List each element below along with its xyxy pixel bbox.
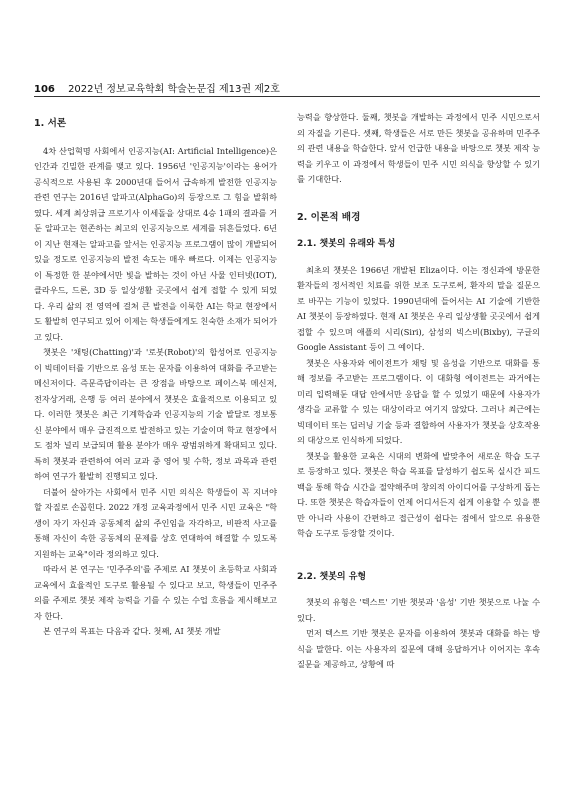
paragraph: 본 연구의 목표는 다음과 같다. 첫째, AI 챗봇 개발 bbox=[43, 626, 221, 636]
running-header bbox=[34, 80, 540, 95]
section-title-background: 2. 이론적 배경 bbox=[297, 211, 361, 223]
paragraph: 챗봇을 활용한 교육은 시대의 변화에 발맞추어 새로운 학습 도구로 등장하고 있다. 챗봇은 학습 목표를 달성하기 쉽도록 실시간 피드백을 통해 학습 시간을 절약해주며 창의적 아이디어를 구상하게 돕는다. 또한 챗봇은 학습자들이 언제 어디서든지 쉽게 이용할 수 있을 뿐만 아니라 사용이 간편하고 접근성이 쉽다는 점에서 앞으로 유용한 학습 도구로 등장할 것이다. bbox=[297, 450, 540, 538]
page-number: 106 bbox=[34, 84, 55, 95]
journal-title: 2022년 정보교육학회 학술논문집 제13권 제2호 bbox=[68, 84, 280, 95]
subsection-title-types: 2.2. 챗봇의 유형 bbox=[297, 571, 367, 582]
paragraph: 따라서 본 연구는 '민주주의'를 주제로 AI 챗봇이 초등학교 사회과 교육에서 효율적인 도구로 활용될 수 있다고 보고, 학생들이 민주주의를 주제로 챗봇 제작 능력을 기를 수 있는 수업 흐름을 제시해보고자 한다. bbox=[34, 564, 277, 621]
paragraph: 챗봇은 사용자와 에이전트가 채팅 및 음성을 기반으로 대화를 통해 정보를 주고받는 프로그램이다. 이 대화형 에이전트는 과거에는 미리 입력해둔 대답 안에서만 응답을 할 수 있었기 때문에 사용자가 생각을 교류할 수 있는 대상이라고 여기지 않았다. 그러나 최근에는 빅데이터 또는 딥러닝 기술 등과 결합하여 사용자가 챗봇을 상호작용의 대상으로 인식하게 되었다. bbox=[297, 357, 540, 445]
paragraph: 먼저 텍스트 기반 챗봇은 문자를 이용하여 챗봇과 대화를 하는 방식을 말한다. 이는 사용자의 질문에 대해 응답하거나 이어지는 후속 질문을 제공하고, 상황에 따 bbox=[297, 628, 540, 669]
paragraph: 최초의 챗봇은 1966년 개발된 Eliza이다. 이는 정신과에 방문한 환자들의 정서적인 치료를 위한 보조 도구로써, 환자의 말을 질문으로 바꾸는 기능이 있었다. 1990년대에 들어서는 AI 기술에 기반한 AI 챗봇이 등장하였다. 현재 AI 챗봇은 우리 일상생활 곳곳에서 쉽게 접할 수 있으며 애플의 시리(Siri), 삼성의 빅스비(Bixby), 구글의 Google Assistant 등이 그 예이다. bbox=[297, 264, 540, 352]
paragraph: 더불어 살아가는 사회에서 민주 시민 의식은 학생들이 꼭 지녀야 할 자질로 손꼽힌다. 2022 개정 교육과정에서 민주 시민 교육은 "학생이 자기 자신과 공동체적 삶의 주인임을 자각하고, 비판적 사고를 통해 자신이 속한 공동체의 문제를 상호 연대하여 해결할 수 있도록 지원하는 교육"이라 정의하고 있다. bbox=[34, 486, 277, 559]
section-title-introduction: 1. 서론 bbox=[34, 118, 67, 129]
header-rule bbox=[34, 96, 540, 97]
subsection-title-origin: 2.1. 챗봇의 유래와 특성 bbox=[297, 239, 396, 249]
right-column bbox=[297, 110, 540, 673]
paragraph: 챗봇의 유형은 '텍스트' 기반 챗봇과 '음성' 기반 챗봇으로 나눌 수 있다. bbox=[297, 597, 540, 623]
left-column bbox=[34, 110, 277, 640]
paragraph: 능력을 향상한다. 둘째, 챗봇을 개발하는 과정에서 민주 시민으로서의 자질을 기른다. 셋째, 학생들은 서로 만든 챗봇을 공유하며 민주주의 관련 내용을 학습한다. 앞서 언급한 내용을 바탕으로 챗봇 제작 능력을 키우고 이 과정에서 학생들이 민주 시민 의식을 향상할 수 있기를 기대한다. bbox=[297, 112, 540, 184]
paragraph: 4차 산업혁명 사회에서 인공지능(AI: Artificial Intelligence)은 인간과 긴밀한 관계를 맺고 있다. 1956년 '인공지능'이라는 용어가 공식적으로 사용된 후 2000년대 들어서 급속하게 발전한 인공지능 관련 연구는 2016년 알파고(AlphaGo)의 등장으로 그 힘을 발휘하였다. 세계 최상위급 프로기사 이세돌을 상대로 4승 1패의 결과를 거둔 알파고는 현존하는 최고의 인공지능으로 세계를 뒤흔들었다. 6년이 지난 현재는 알파고를 앞서는 인공지능 프로그램이 많이 개발되어 있을 정도로 인공지능의 발전 속도는 매우 빠르다. 이제는 인공지능이 특정한 한 분야에서만 빛을 발하는 것이 아닌 사물 인터넷(IOT), 클라우드, 드론, 3D 등 일상생활 곳곳에서 쉽게 접할 수 있게 되었다. 우리 삶의 전 영역에 걸쳐 큰 발전을 이룩한 AI는 학교 현장에서도 활발히 연구되고 있어 이제는 학생들에게도 친숙한 소재가 되어가고 있다. bbox=[34, 145, 277, 342]
paragraph: 챗봇은 '채팅(Chatting)'과 '로봇(Robot)'의 합성어로 인공지능이 빅데이터를 기반으로 음성 또는 문자를 이용하여 대화를 주고받는 메신저이다. 즉문즉답이라는 큰 장점을 바탕으로 페이스북 메신저, 전자상거래, 은행 등 여러 분야에서 챗봇은 효율적으로 이용되고 있다. 이러한 챗봇은 최근 기계학습과 인공지능의 기술 발달로 정보통신 분야에서 매우 급진적으로 발전하고 있는 기술이며 학교 현장에서도 점차 널리 보급되며 활용 분야가 매우 광범위하게 확대되고 있다. 특히 챗봇과 관련하여 여러 교과 중 영어 및 수학, 정보 과목과 관련하여 연구가 활발히 진행되고 있다. bbox=[34, 347, 277, 481]
